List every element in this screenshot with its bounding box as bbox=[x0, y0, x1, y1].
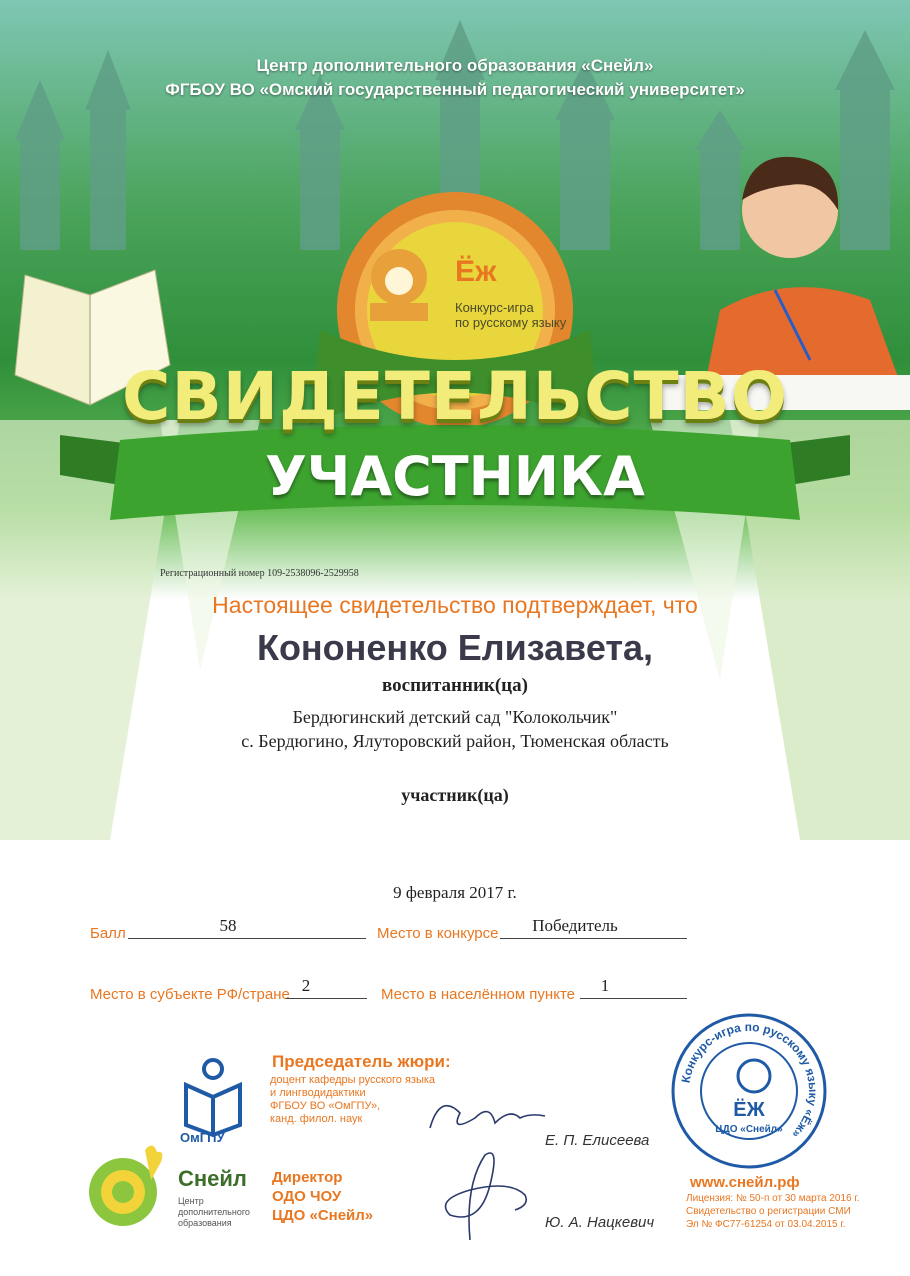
contest-place-label: Место в конкурсе bbox=[377, 925, 499, 942]
score-underline bbox=[128, 938, 366, 939]
director-line-1: Директор bbox=[272, 1169, 343, 1186]
locality-place-value: 1 bbox=[600, 976, 610, 995]
region-place-underline bbox=[286, 998, 367, 999]
title-main: СВИДЕТЕЛЬСТВО bbox=[122, 358, 788, 435]
title-sub: УЧАСТНИКА bbox=[265, 445, 645, 508]
jury-line-4: канд. филол. наук bbox=[270, 1113, 363, 1125]
director-signature bbox=[430, 1145, 540, 1245]
license-info bbox=[686, 1192, 860, 1231]
jury-description bbox=[270, 1074, 435, 1126]
medal-subtitle-line-2: по русскому языку bbox=[455, 315, 567, 330]
omgpu-label: ОмГПУ bbox=[180, 1130, 225, 1145]
participant-name: Кононенко Елизавета, bbox=[256, 627, 654, 668]
jury-line-1: доцент кафедры русского языка bbox=[270, 1074, 436, 1086]
contest-place-value: Победитель bbox=[532, 916, 618, 935]
stamp-center-text: ЁЖ bbox=[733, 1099, 765, 1121]
snail-sub-line-3: образования bbox=[178, 1218, 232, 1228]
snail-sub-line-1: Центр bbox=[178, 1196, 204, 1206]
confirm-text: Настоящее свидетельство подтверждает, что bbox=[212, 592, 698, 618]
snail-name: Снейл bbox=[178, 1166, 247, 1191]
contest-place-underline bbox=[500, 938, 687, 939]
jury-line-2: и лингводидактики bbox=[270, 1087, 366, 1099]
organization-location: с. Бердюгино, Ялуторовский район, Тюменская область bbox=[241, 731, 669, 751]
medal-logo-title: Ёж bbox=[455, 255, 497, 288]
organization-name: Бердюгинский детский сад "Колокольчик" bbox=[292, 707, 618, 727]
header-line-2: ФГБОУ ВО «Омский государственный педагогический университет» bbox=[165, 80, 745, 99]
license-line-1: Лицензия: № 50-п от 30 марта 2016 г. bbox=[686, 1193, 860, 1204]
director-signer-name: Ю. А. Нацкевич bbox=[545, 1214, 655, 1231]
participant-role: воспитанник(ца) bbox=[382, 675, 528, 696]
jury-line-3: ФГБОУ ВО «ОмГПУ», bbox=[270, 1100, 381, 1112]
license-line-2: Свидетельство о регистрации СМИ bbox=[686, 1206, 851, 1217]
license-line-3: Эл № ФС77-61254 от 03.04.2015 г. bbox=[686, 1219, 846, 1230]
director-line-2: ОДО ЧОУ bbox=[272, 1188, 342, 1205]
snail-subtitle bbox=[178, 1196, 250, 1229]
header-line-1: Центр дополнительного образования «Снейл» bbox=[256, 56, 654, 75]
certificate-date: 9 февраля 2017 г. bbox=[393, 883, 517, 902]
director-title bbox=[272, 1168, 373, 1225]
medal-subtitle-line-1: Конкурс-игра bbox=[455, 300, 534, 315]
score-label: Балл bbox=[90, 925, 126, 942]
score-value: 58 bbox=[219, 916, 237, 935]
locality-place-label: Место в населённом пункте bbox=[381, 986, 575, 1003]
region-place-label: Место в субъекте РФ/стране bbox=[90, 986, 290, 1003]
jury-signature bbox=[420, 1088, 550, 1148]
region-place-value: 2 bbox=[301, 976, 311, 995]
snail-logo-icon bbox=[85, 1140, 170, 1230]
website-link[interactable]: www.снейл.рф bbox=[690, 1174, 800, 1191]
snail-sub-line-2: дополнительного bbox=[178, 1207, 250, 1217]
stamp-ring-text: Конкурс-игра по русскому языку «Ёж» bbox=[678, 1019, 821, 1142]
medal-logo-subtitle bbox=[455, 300, 566, 330]
registration-number: Регистрационный номер 109-2538096-2529958 bbox=[160, 568, 359, 579]
director-line-3: ЦДО «Снейл» bbox=[272, 1207, 374, 1224]
stamp-bottom-text: ЦДО «Снейл» bbox=[715, 1124, 783, 1135]
participant-status: участник(ца) bbox=[401, 785, 509, 805]
locality-place-underline bbox=[580, 998, 687, 999]
jury-title: Председатель жюри: bbox=[272, 1052, 451, 1071]
hedgehog-logo-icon bbox=[362, 245, 437, 325]
organization-block bbox=[0, 705, 910, 753]
jury-signer-name: Е. П. Елисеева bbox=[545, 1132, 650, 1149]
contest-stamp bbox=[670, 1012, 828, 1170]
